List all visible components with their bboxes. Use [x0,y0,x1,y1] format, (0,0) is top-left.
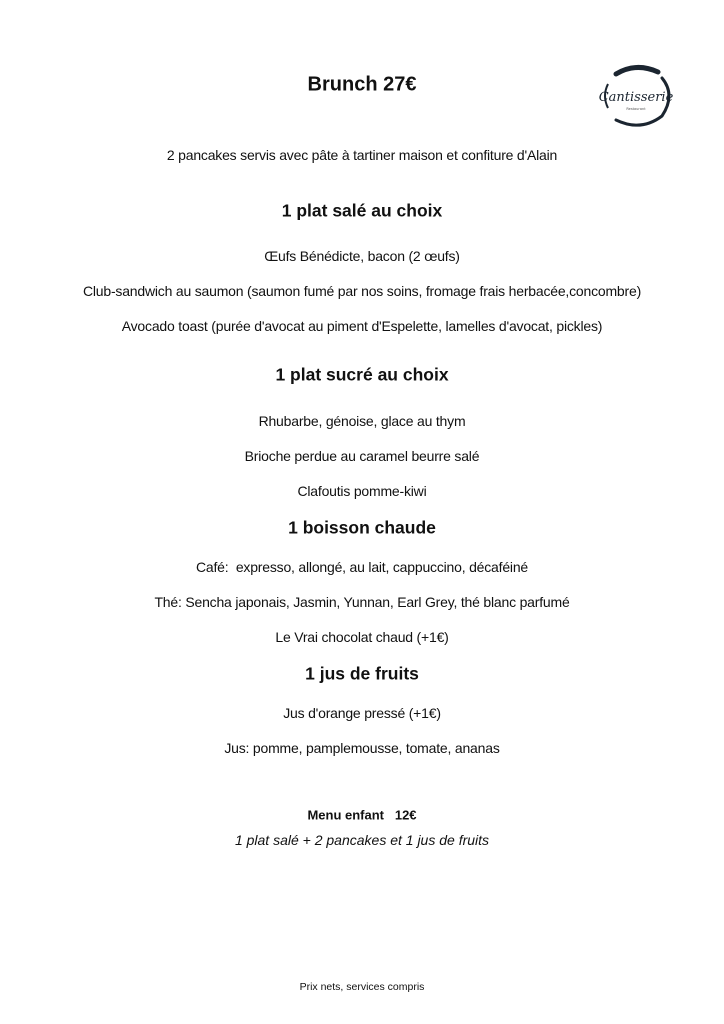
svg-text:Cantisserie: Cantisserie [598,90,674,105]
menu-item: Club-sandwich au saumon (saumon fumé par nos soins, fromage frais herbacée,concombre) [82,283,642,299]
menu-item: Rhubarbe, génoise, glace au thym [258,413,466,429]
svg-text:Restaurant: Restaurant [626,107,646,111]
menu-item: Jus: pomme, pamplemousse, tomate, ananas [224,740,500,756]
menu-item: Œufs Bénédicte, bacon (2 œufs) [264,248,460,264]
kids-menu-title: Menu enfant 12€ [307,807,417,823]
page-title: Brunch 27€ [307,73,417,96]
section-heading: 1 jus de fruits [305,663,419,684]
intro-text: 2 pancakes servis avec pâte à tartiner maison et confiture d'Alain [166,147,558,163]
kids-menu-description: 1 plat salé + 2 pancakes et 1 jus de fruits [234,832,490,848]
footer-note: Prix nets, services compris [299,981,425,993]
menu-item: Thé: Sencha japonais, Jasmin, Yunnan, Earl Grey, thé blanc parfumé [154,594,570,610]
menu-item: Brioche perdue au caramel beurre salé [244,448,480,464]
menu-item: Avocado toast (purée d'avocat au piment d'Espelette, lamelles d'avocat, pickles) [121,318,603,334]
menu-item: Jus d'orange pressé (+1€) [283,705,441,721]
menu-item: Le Vrai chocolat chaud (+1€) [275,629,449,645]
menu-item: Clafoutis pomme-kiwi [297,483,427,499]
section-heading: 1 plat salé au choix [281,200,443,221]
section-heading: 1 plat sucré au choix [275,364,449,385]
section-heading: 1 boisson chaude [288,517,436,538]
menu-item: Café: expresso, allongé, au lait, cappuccino, décaféiné [195,559,529,575]
cantisserie-logo [596,60,676,130]
